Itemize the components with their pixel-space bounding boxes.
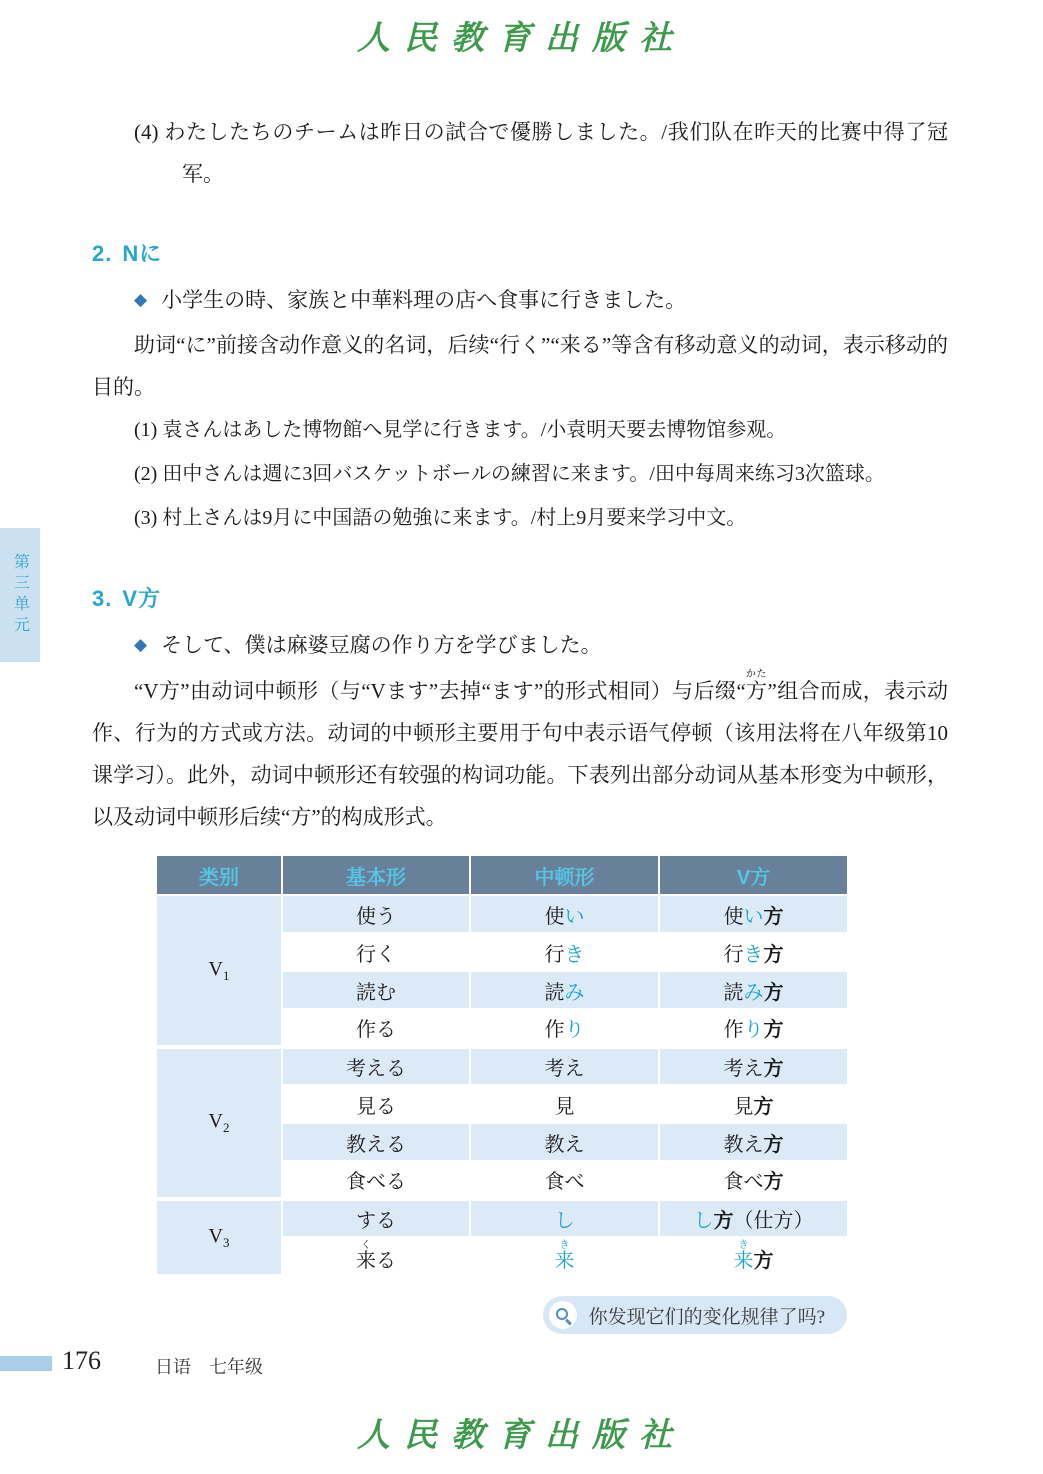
table-header-row (156, 855, 848, 895)
chuton-form-cell: し (470, 1199, 659, 1237)
key-example-sentence (134, 629, 948, 661)
example-item-3: (3) 村上さんは9月に中国語の勉強に来ます。/村上9月要来学习中文。 (134, 507, 747, 529)
basic-form-cell: 読む (282, 971, 470, 1009)
hint-box (543, 1296, 847, 1334)
chuton-form-cell: 行き (470, 933, 659, 971)
basic-form-cell: 教える (282, 1123, 470, 1161)
chuton-form-cell: 教え (470, 1123, 659, 1161)
chuton-form-cell: 考え (470, 1047, 659, 1085)
v-kata-cell: 考え方 (659, 1047, 848, 1085)
key-example-text: 小学生の時、家族と中華料理の店へ食事に行きました。 (161, 288, 687, 312)
basic-form-cell: 使う (282, 895, 470, 933)
basic-form-cell: 作る (282, 1009, 470, 1047)
conjugation-table-area (155, 854, 847, 1334)
basic-form-cell: 食べる (282, 1161, 470, 1199)
chuton-form-cell: 作り (470, 1009, 659, 1047)
grammar-explanation-v-kata (92, 669, 948, 838)
example-item-2: (2) 田中さんは週に3回バスケットボールの練習に来ます。/田中每周来练习3次篮球。 (134, 463, 885, 485)
v-kata-cell: 読み方 (659, 971, 848, 1009)
section-number: 2. (92, 241, 113, 266)
v-kata-cell: 行き方 (659, 933, 848, 971)
group-label-v1: $V_1$ (156, 895, 282, 1047)
v-kata-cell: 見方 (659, 1085, 848, 1123)
basic-form-cell: 考える (282, 1047, 470, 1085)
table-row (156, 1199, 848, 1237)
group-label-v2: $V_2$ (156, 1047, 282, 1199)
chuton-form-cell: 使い (470, 895, 659, 933)
header-v-kata: V方 (659, 855, 848, 895)
chuton-form-cell: 見 (470, 1085, 659, 1123)
section-heading-n-ni (92, 237, 948, 268)
page-footer (0, 1346, 1043, 1380)
diamond-bullet-icon: ◆ (134, 635, 148, 654)
chuton-form-cell: 読み (470, 971, 659, 1009)
publisher-logo-top: 人民教育出版社 (357, 18, 686, 57)
page-content (0, 111, 1043, 1334)
section-title: V方 (122, 586, 162, 611)
v-kata-cell: 使い方 (659, 895, 848, 933)
kata-ruby: 方かた (745, 669, 768, 703)
book-title: 日语 七年级 (155, 1357, 263, 1377)
footer-decorative-bar (0, 1356, 52, 1371)
unit-label: 第三单元 (11, 553, 29, 637)
key-example-sentence (134, 284, 948, 316)
table-row (156, 895, 848, 933)
basic-form-cell: 来くる (282, 1237, 470, 1275)
explanation-text-post: ”组合而成，表示动作、行为的方式或方法。动词的中顿形主要用于句中表示语气停顿（该用法将在八年级第10课学习）。此外，动词中顿形还有较强的构词功能。下表列出部分动词从基本形变为中顿形，以及动词中顿形后续“方”的构成形式。 (92, 679, 949, 829)
example-item-4: (4) わたしたちのチームは昨日の試合で優勝しました。/我们队在昨天的比赛中得了冠军。 (134, 120, 948, 186)
diamond-bullet-icon: ◆ (134, 290, 148, 309)
unit-side-tab (0, 528, 40, 662)
basic-form-cell: する (282, 1199, 470, 1237)
magnifier-icon (549, 1301, 577, 1329)
v-kata-cell: 教え方 (659, 1123, 848, 1161)
v-kata-cell: し方（仕方） (659, 1199, 848, 1237)
example-item-1: (1) 袁さんはあした博物館へ見学に行きます。/小袁明天要去博物馆参观。 (134, 419, 787, 441)
v-kata-cell: 食べ方 (659, 1161, 848, 1199)
grammar-explanation-n-ni: 助词“に”前接含动作意义的名词，后续“行く”“来る”等含有移动意义的动词，表示移动的目的。 (92, 333, 948, 399)
header-basic-form: 基本形 (282, 855, 470, 895)
header-chuton-form: 中顿形 (470, 855, 659, 895)
key-example-text: そして、僕は麻婆豆腐の作り方を学びました。 (161, 633, 602, 657)
section-heading-v-kata (92, 582, 948, 613)
basic-form-cell: 見る (282, 1085, 470, 1123)
conjugation-table (155, 854, 849, 1276)
header-category: 类别 (156, 855, 282, 895)
hint-text: 你发现它们的变化规律了吗? (588, 1306, 825, 1328)
chuton-form-cell: 来き (470, 1237, 659, 1275)
page-number: 176 (62, 1346, 101, 1375)
section-title: Nに (122, 241, 163, 266)
explanation-text-pre: “V方”由动词中顿形（与“Vます”去掉“ます”的形式相同）与后缀“ (134, 679, 746, 703)
v-kata-cell: 来き方 (659, 1237, 848, 1275)
v-kata-cell: 作り方 (659, 1009, 848, 1047)
section-number: 3. (92, 586, 113, 611)
publisher-logo-bottom: 人民教育出版社 (357, 1415, 686, 1454)
group-label-v3: $V_3$ (156, 1199, 282, 1275)
basic-form-cell: 行く (282, 933, 470, 971)
chuton-form-cell: 食べ (470, 1161, 659, 1199)
table-row (156, 1047, 848, 1085)
